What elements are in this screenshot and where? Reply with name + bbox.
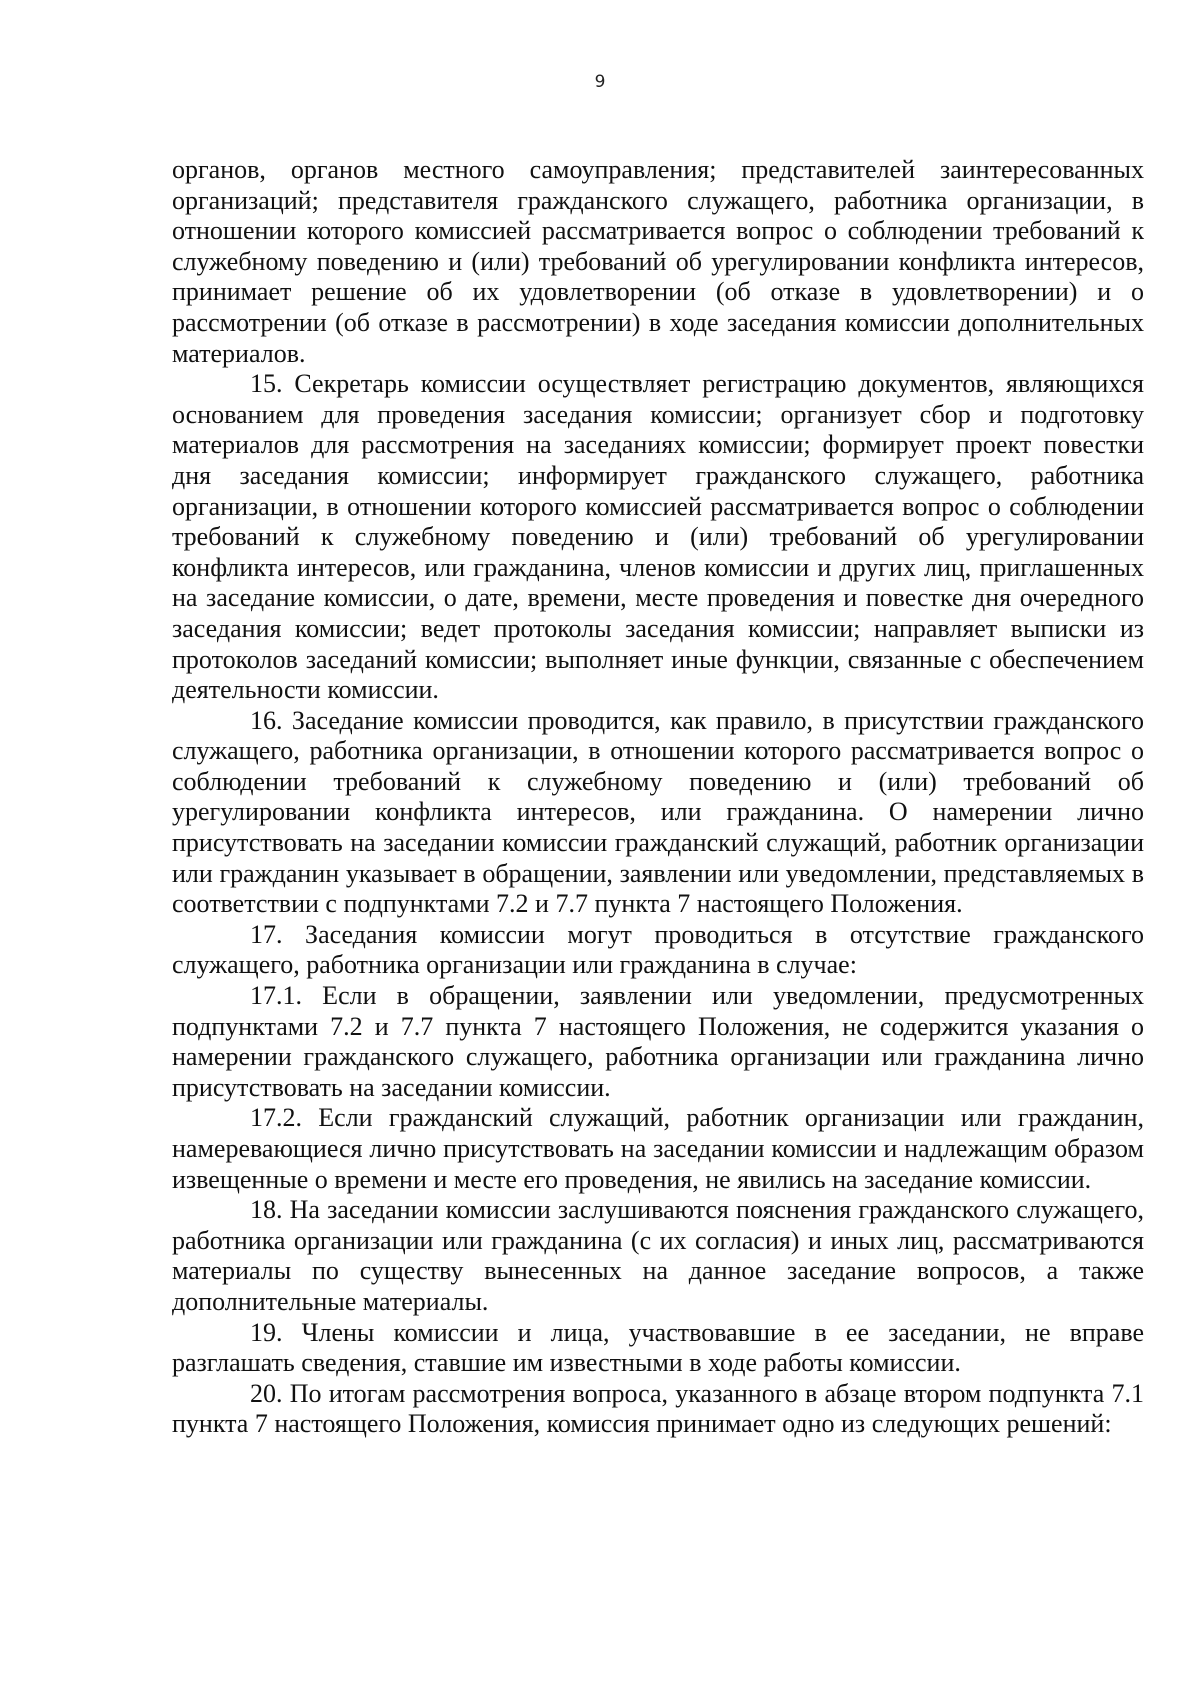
paragraph-18: 18. На заседании комиссии заслушиваются пояснения гражданского служащего, работника организации или гражданина (с их согласия) и иных лиц, рассматриваются материалы по существу вынесенных на данное заседание вопросов, а также дополнительные материалы. [172, 1195, 1144, 1316]
paragraph-continuation: органов, органов местного самоуправления; представителей заинтересованных организаций; представителя гражданского служащего, работника организации, в отношении которого комиссией рассматривается вопрос о соблюдении требований к служебному поведению и (или) требований об урегулировании конфликта интересов, принимает решение об их удовлетворении (об отказе в удовлетворении) и о рассмотрении (об отказе в рассмотрении) в ходе заседания комиссии дополнительных материалов. [172, 155, 1144, 368]
paragraph-19: 19. Члены комиссии и лица, участвовавшие в ее заседании, не вправе разглашать сведения, ставшие им известными в ходе работы комиссии. [172, 1317, 1144, 1378]
page-number: 9 [594, 72, 606, 92]
paragraph-17-1: 17.1. Если в обращении, заявлении или уведомлении, предусмотренных подпунктами 7.2 и 7.7 пункта 7 настоящего Положения, не содержится указания о намерении гражданского служащего, работника организации или гражданина лично присутствовать на заседании комиссии. [172, 981, 1144, 1102]
paragraph-17-2: 17.2. Если гражданский служащий, работник организации или гражданин, намеревающиеся лично присутствовать на заседании комиссии и надлежащим образом извещенные о времени и месте его проведения, не явились на заседание комиссии. [172, 1103, 1144, 1194]
document-body [172, 155, 1144, 1440]
paragraph-17: 17. Заседания комиссии могут проводиться в отсутствие гражданского служащего, работника организации или гражданина в случае: [172, 919, 1144, 980]
paragraph-16: 16. Заседание комиссии проводится, как правило, в присутствии гражданского служащего, работника организации, в отношении которого рассматривается вопрос о соблюдении требований к служебному поведению и (или) требований об урегулировании конфликта интересов, или гражданина. О намерении лично присутствовать на заседании комиссии гражданский служащий, работник организации или гражданин указывает в обращении, заявлении или уведомлении, представляемых в соответствии с подпунктами 7.2 и 7.7 пункта 7 настоящего Положения. [172, 705, 1144, 919]
paragraph-15: 15. Секретарь комиссии осуществляет регистрацию документов, являющихся основанием для проведения заседания комиссии; организует сбор и подготовку материалов для рассмотрения на заседаниях комиссии; формирует проект повестки дня заседания комиссии; информирует гражданского служащего, работника организации, в отношении которого комиссией рассматривается вопрос о соблюдении требований к служебному поведению и (или) требований об урегулировании конфликта интересов, или гражданина, членов комиссии и других лиц, приглашенных на заседание комиссии, о дате, времени, месте проведения и повестке дня очередного заседания комиссии; ведет протоколы заседания комиссии; направляет выписки из протоколов заседаний комиссии; выполняет иные функции, связанные с обеспечением деятельности комиссии. [172, 369, 1144, 705]
paragraph-20: 20. По итогам рассмотрения вопроса, указанного в абзаце втором подпункта 7.1 пункта 7 настоящего Положения, комиссия принимает одно из следующих решений: [172, 1378, 1144, 1439]
